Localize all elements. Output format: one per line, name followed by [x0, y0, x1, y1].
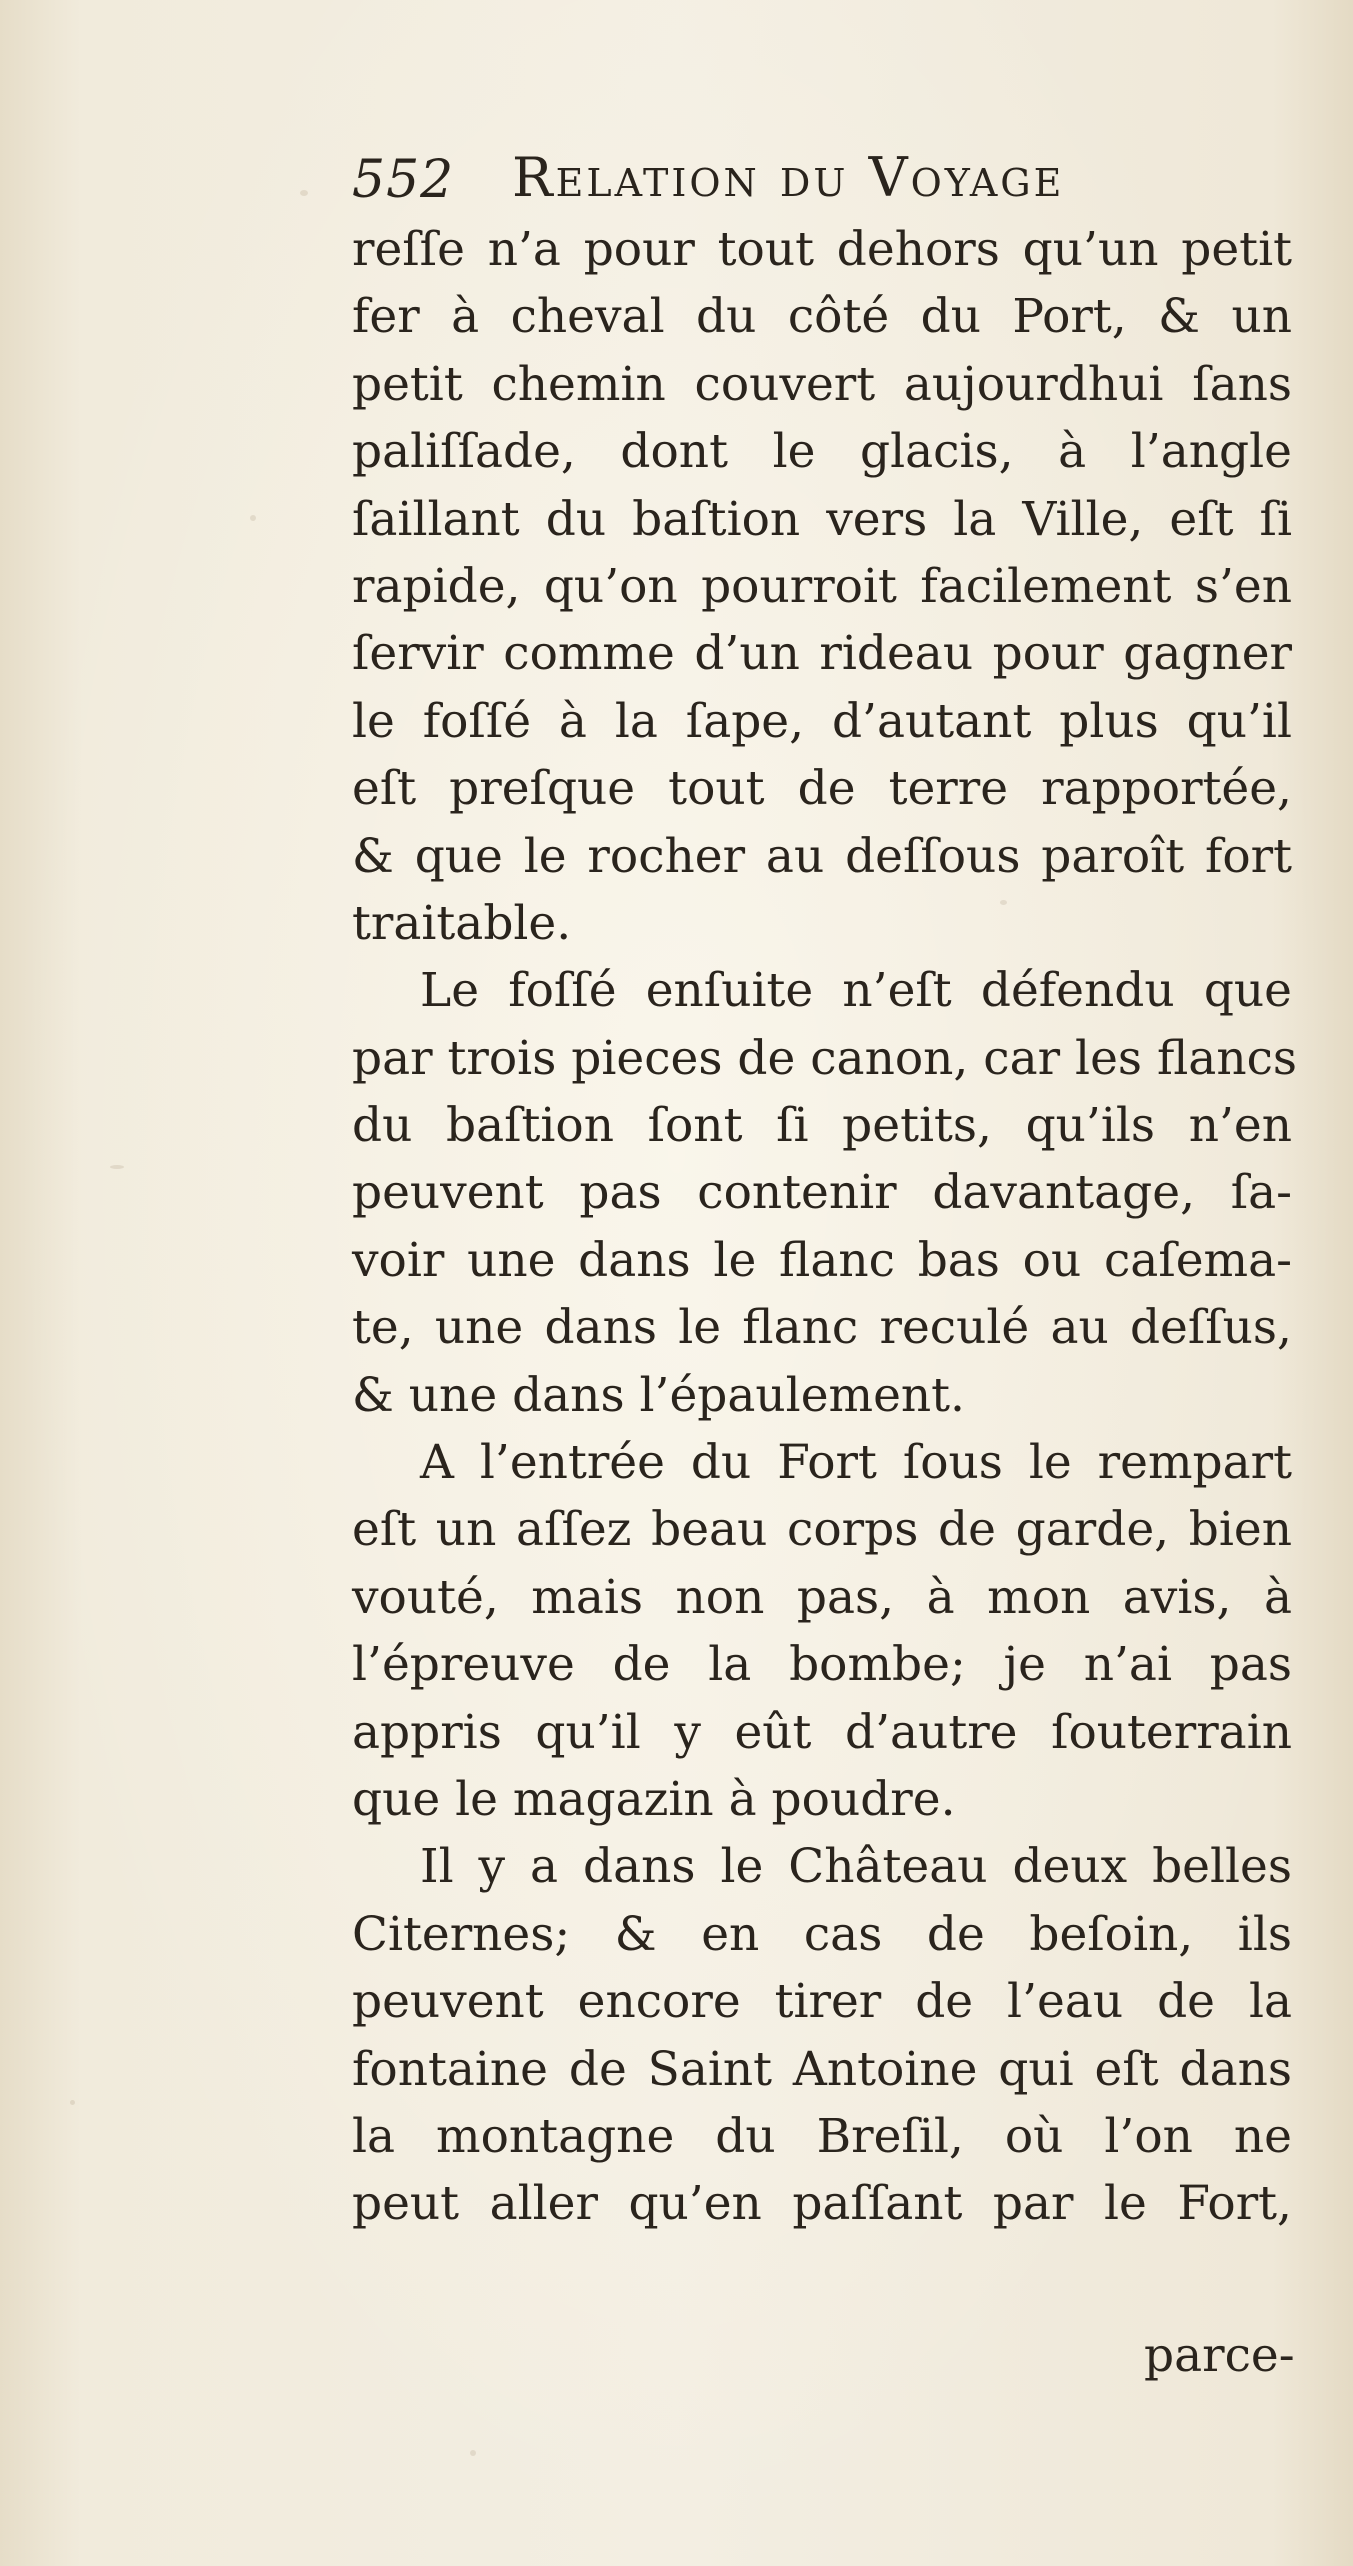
text-line: fer à cheval du côté du Port, & un	[352, 289, 1292, 345]
text-line: ſaillant du baſtion vers la Ville, eſt ſi	[352, 491, 1292, 547]
paper-speck	[110, 1165, 124, 1169]
text-line: peuvent encore tirer de l’eau de la	[352, 1974, 1292, 2030]
page-header	[352, 144, 1292, 214]
text-line: la montagne du Breſil, où l’on ne	[352, 2108, 1292, 2164]
text-line: que le magazin à poudre.	[352, 1771, 956, 1827]
text-line: le foſſé à la ſape, d’autant plus qu’il	[352, 693, 1292, 749]
paper-speck	[300, 190, 308, 196]
paper-speck	[250, 515, 256, 521]
text-line: voir une dans le flanc bas ou caſema-	[352, 1232, 1292, 1288]
text-line: vouté, mais non pas, à mon avis, à	[352, 1569, 1292, 1625]
text-line: Il y a dans le Château deux belles	[420, 1839, 1292, 1895]
text-line: peut aller qu’en paſſant par le Fort,	[352, 2176, 1292, 2232]
text-line: Citernes; & en cas de beſoin, ils	[352, 1906, 1292, 1962]
text-line: du baſtion ſont ſi petits, qu’ils n’en	[352, 1098, 1292, 1154]
text-line: par trois pieces de canon, car les flancs	[352, 1030, 1298, 1086]
text-line: eſt preſque tout de terre rapportée,	[352, 761, 1292, 817]
running-title: Relation du Voyage	[512, 146, 1065, 209]
text-line: paliſſade, dont le glacis, à l’angle	[352, 424, 1292, 480]
catchword: parce-	[1144, 2328, 1295, 2383]
text-line: te, une dans le flanc reculé au deſſus,	[352, 1300, 1292, 1356]
text-line: ſervir comme d’un rideau pour gagner	[352, 626, 1292, 682]
text-line: l’épreuve de la bombe; je n’ai pas	[352, 1637, 1292, 1693]
text-line: fontaine de Saint Antoine qui eſt dans	[352, 2041, 1292, 2097]
text-line: eſt un aſſez beau corps de garde, bien	[352, 1502, 1292, 1558]
text-line: traitable.	[352, 895, 572, 951]
text-line: peuvent pas contenir davantage, ſa-	[352, 1165, 1292, 1221]
text-line: rapide, qu’on pourroit facilement s’en	[352, 558, 1292, 614]
text-line: & que le rocher au deſſous paroît fort	[352, 828, 1292, 884]
text-line: & une dans l’épaulement.	[352, 1367, 965, 1423]
text-line: appris qu’il y eût d’autre ſouterrain	[352, 1704, 1292, 1760]
text-line: A l’entrée du Fort ſous le rempart	[420, 1435, 1292, 1491]
paper-speck	[70, 2100, 75, 2105]
text-line: reſſe n’a pour tout dehors qu’un petit	[352, 222, 1292, 277]
text-line: Le foſſé enſuite n’eſt défendu que	[420, 963, 1292, 1019]
paper-speck	[470, 2450, 476, 2456]
page-number: 552	[352, 150, 455, 210]
body-text	[352, 216, 1298, 2238]
text-line: petit chemin couvert aujourdhui ſans	[352, 356, 1292, 412]
